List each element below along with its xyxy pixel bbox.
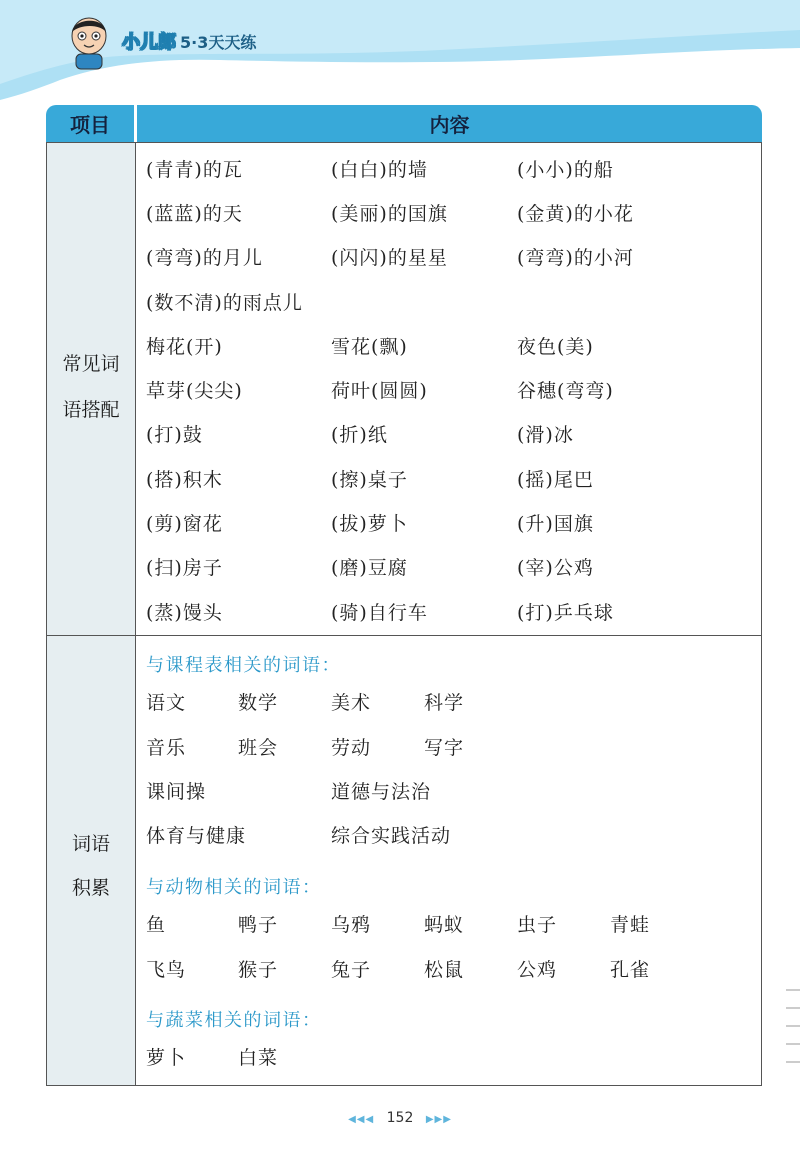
vocabulary-table: [46, 105, 762, 1085]
collocation-cell: (弯弯)的月儿: [146, 247, 263, 269]
left-arrows-icon: ◀◀◀: [348, 1114, 375, 1125]
word-cell: 音乐: [146, 737, 187, 759]
collocation-cell: (闪闪)的星星: [331, 247, 448, 269]
collocation-cell: (弯弯)的小河: [517, 247, 634, 269]
collocation-cell: (蓝蓝)的天: [146, 203, 243, 225]
binding-edge-lines: [786, 980, 800, 1100]
collocation-cell: (摇)尾巴: [517, 469, 594, 491]
collocation-cell: (金黄)的小花: [517, 203, 634, 225]
collocation-cell: (升)国旗: [517, 513, 594, 535]
section1-label-line2: 语搭配: [62, 399, 120, 421]
page-footer: [0, 1110, 800, 1126]
collocation-cell: (拔)萝卜: [331, 513, 408, 535]
collocation-cell: (小小)的船: [517, 159, 614, 181]
group-title-schedule: 与课程表相关的词语：: [146, 655, 341, 676]
collocation-cell: (骑)自行车: [331, 602, 428, 624]
collocation-cell: (打)乒乓球: [517, 602, 614, 624]
table-body: [46, 142, 762, 1086]
group-title-vegetables: 与蔬菜相关的词语：: [146, 1010, 322, 1031]
collocation-cell: (蒸)馒头: [146, 602, 223, 624]
group-title-animals: 与动物相关的词语：: [146, 877, 322, 898]
word-cell: 公鸡: [517, 959, 558, 981]
page-number: 152: [386, 1110, 414, 1126]
word-cell: 班会: [238, 737, 279, 759]
collocation-cell: (剪)窗花: [146, 513, 223, 535]
header-band: [0, 0, 800, 100]
collocation-cell: (磨)豆腐: [331, 557, 408, 579]
column-header-item: 项目: [46, 105, 134, 142]
column-header-content: 内容: [137, 105, 762, 142]
collocation-cell: 荷叶(圆圆): [331, 380, 428, 402]
collocation-cell: (青青)的瓦: [146, 159, 243, 181]
mascot-boy-icon: [66, 14, 112, 70]
collocation-cell: (打)鼓: [146, 424, 203, 446]
word-cell: 青蛙: [610, 914, 651, 936]
word-cell: 科学: [424, 692, 465, 714]
word-cell: 乌鸦: [331, 914, 372, 936]
collocation-cell: (搭)积木: [146, 469, 223, 491]
word-cell: 劳动: [331, 737, 372, 759]
section1-label-line1: 常见词: [62, 353, 120, 375]
word-cell: 道德与法治: [331, 781, 432, 803]
collocation-cell: (折)纸: [331, 424, 388, 446]
word-cell: 孔雀: [610, 959, 651, 981]
collocation-cell: (数不清)的雨点儿: [146, 292, 303, 314]
collocation-cell: (擦)桌子: [331, 469, 408, 491]
collocation-cell: 夜色(美): [517, 336, 594, 358]
word-cell: 美术: [331, 692, 372, 714]
word-cell: 虫子: [517, 914, 558, 936]
word-cell: 数学: [238, 692, 279, 714]
word-cell: 萝卜: [146, 1047, 187, 1069]
word-cell: 语文: [146, 692, 187, 714]
header-wave: [0, 0, 800, 100]
word-cell: 综合实践活动: [331, 825, 452, 847]
collocation-cell: 谷穗(弯弯): [517, 380, 614, 402]
collocation-cell: (美丽)的国旗: [331, 203, 448, 225]
brand-title: [122, 28, 256, 54]
word-cell: 鱼: [146, 914, 167, 936]
word-cell: 松鼠: [424, 959, 465, 981]
word-cell: 猴子: [238, 959, 279, 981]
collocation-cell: (扫)房子: [146, 557, 223, 579]
right-arrows-icon: ▶▶▶: [425, 1114, 452, 1125]
word-cell: 飞鸟: [146, 959, 187, 981]
label-column: [47, 143, 136, 1085]
word-cell: 白菜: [238, 1047, 279, 1069]
word-cell: 兔子: [331, 959, 372, 981]
collocation-cell: 梅花(开): [146, 336, 223, 358]
collocation-cell: (白白)的墙: [331, 159, 428, 181]
word-cell: 体育与健康: [146, 825, 247, 847]
collocation-cell: 雪花(飘): [331, 336, 408, 358]
brand-name: 小儿郎: [122, 32, 176, 53]
word-cell: 写字: [424, 737, 465, 759]
collocation-cell: (滑)冰: [517, 424, 574, 446]
collocation-cell: (宰)公鸡: [517, 557, 594, 579]
series-title: 5·3天天练: [180, 32, 257, 52]
word-cell: 课间操: [146, 781, 207, 803]
section2-label-line2: 积累: [71, 877, 110, 899]
section2-label-line1: 词语: [71, 833, 110, 855]
section-divider: [47, 635, 761, 636]
word-cell: 蚂蚁: [424, 914, 465, 936]
word-cell: 鸭子: [238, 914, 279, 936]
collocation-cell: 草芽(尖尖): [146, 380, 243, 402]
